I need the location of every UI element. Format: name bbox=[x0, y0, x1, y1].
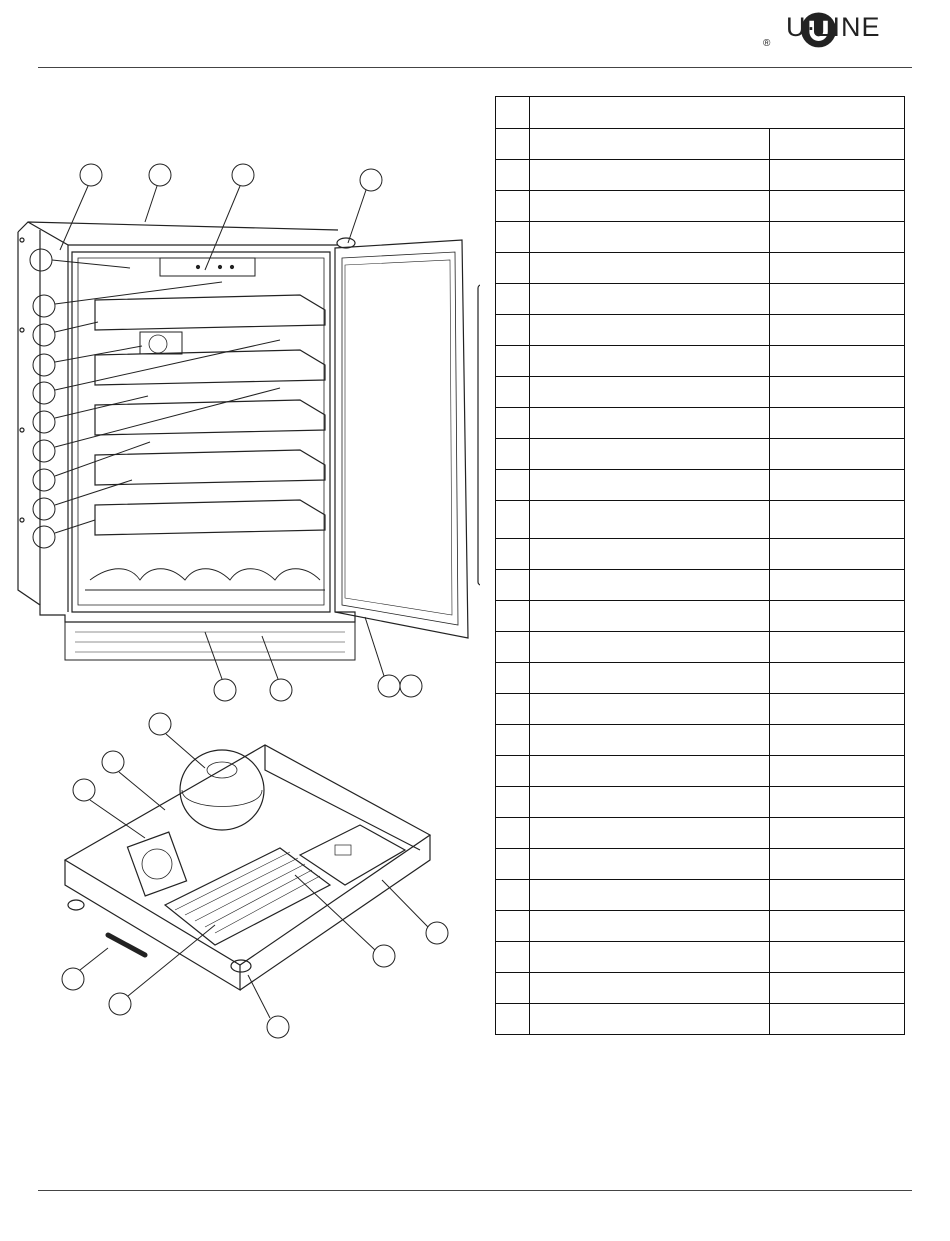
part-number-cell bbox=[770, 818, 905, 849]
table-row bbox=[496, 470, 905, 501]
part-number-cell bbox=[770, 632, 905, 663]
part-number-cell bbox=[770, 191, 905, 222]
row-number-cell bbox=[496, 315, 530, 346]
callout-circle bbox=[267, 1016, 289, 1038]
callout-circle bbox=[30, 249, 52, 271]
header-cell-number bbox=[496, 97, 530, 129]
callout-circle bbox=[33, 382, 55, 404]
table-row bbox=[496, 973, 905, 1004]
row-number-cell bbox=[496, 663, 530, 694]
row-number-cell bbox=[496, 973, 530, 1004]
callout-circle bbox=[232, 164, 254, 186]
part-number-cell bbox=[770, 880, 905, 911]
part-description-cell bbox=[530, 818, 770, 849]
row-number-cell bbox=[496, 849, 530, 880]
part-number-cell bbox=[770, 315, 905, 346]
table-row bbox=[496, 439, 905, 470]
part-number-cell bbox=[770, 942, 905, 973]
table-row bbox=[496, 408, 905, 439]
part-number-cell bbox=[770, 911, 905, 942]
row-number-cell bbox=[496, 756, 530, 787]
row-number-cell bbox=[496, 787, 530, 818]
table-row bbox=[496, 160, 905, 191]
callout-circle bbox=[73, 779, 95, 801]
part-description-cell bbox=[530, 439, 770, 470]
part-description-cell bbox=[530, 725, 770, 756]
row-number-cell bbox=[496, 346, 530, 377]
row-number-cell bbox=[496, 539, 530, 570]
part-description-cell bbox=[530, 408, 770, 439]
subheader-cell bbox=[530, 129, 770, 160]
callout-circle bbox=[400, 675, 422, 697]
part-description-cell bbox=[530, 942, 770, 973]
table-row bbox=[496, 756, 905, 787]
part-description-cell bbox=[530, 253, 770, 284]
part-description-cell bbox=[530, 222, 770, 253]
part-number-cell bbox=[770, 1004, 905, 1035]
footer-rule bbox=[38, 1190, 912, 1191]
door-drawing bbox=[335, 238, 480, 638]
table-row bbox=[496, 632, 905, 663]
table-row bbox=[496, 601, 905, 632]
part-number-cell bbox=[770, 663, 905, 694]
part-number-cell bbox=[770, 973, 905, 1004]
table-row bbox=[496, 315, 905, 346]
row-number-cell bbox=[496, 284, 530, 315]
row-number-cell bbox=[496, 160, 530, 191]
machine-deck-drawing bbox=[65, 745, 430, 990]
part-number-cell bbox=[770, 222, 905, 253]
part-description-cell bbox=[530, 880, 770, 911]
part-number-cell bbox=[770, 539, 905, 570]
row-number-cell bbox=[496, 470, 530, 501]
table-row bbox=[496, 377, 905, 408]
part-number-cell bbox=[770, 439, 905, 470]
table-row bbox=[496, 222, 905, 253]
part-number-cell bbox=[770, 284, 905, 315]
table-row bbox=[496, 880, 905, 911]
part-number-cell bbox=[770, 346, 905, 377]
part-description-cell bbox=[530, 911, 770, 942]
table-row bbox=[496, 911, 905, 942]
table-row bbox=[496, 284, 905, 315]
part-number-cell bbox=[770, 377, 905, 408]
callout-circle bbox=[426, 922, 448, 944]
callout-circle bbox=[33, 411, 55, 433]
table-header-row bbox=[496, 97, 905, 129]
subheader-cell bbox=[496, 129, 530, 160]
table-row bbox=[496, 694, 905, 725]
callout-circle bbox=[33, 526, 55, 548]
table-row bbox=[496, 849, 905, 880]
cabinet-drawing bbox=[18, 222, 355, 660]
callout-circle bbox=[33, 498, 55, 520]
parts-table bbox=[495, 96, 905, 1035]
callout-circle bbox=[102, 751, 124, 773]
part-description-cell bbox=[530, 346, 770, 377]
callout-circle bbox=[360, 169, 382, 191]
table-row bbox=[496, 346, 905, 377]
part-description-cell bbox=[530, 284, 770, 315]
row-number-cell bbox=[496, 601, 530, 632]
callout-circle bbox=[270, 679, 292, 701]
part-description-cell bbox=[530, 160, 770, 191]
row-number-cell bbox=[496, 439, 530, 470]
part-description-cell bbox=[530, 377, 770, 408]
row-number-cell bbox=[496, 880, 530, 911]
part-number-cell bbox=[770, 601, 905, 632]
brand-wordmark: U·LINE bbox=[786, 12, 881, 42]
table-row bbox=[496, 570, 905, 601]
callout-circle bbox=[33, 469, 55, 491]
exploded-parts-diagram bbox=[0, 0, 480, 1050]
callout-circle bbox=[149, 713, 171, 735]
part-description-cell bbox=[530, 787, 770, 818]
table-row bbox=[496, 1004, 905, 1035]
part-number-cell bbox=[770, 787, 905, 818]
part-description-cell bbox=[530, 601, 770, 632]
callouts-bottom bbox=[62, 713, 448, 1038]
part-description-cell bbox=[530, 632, 770, 663]
table-row bbox=[496, 539, 905, 570]
part-number-cell bbox=[770, 570, 905, 601]
part-description-cell bbox=[530, 570, 770, 601]
part-description-cell bbox=[530, 756, 770, 787]
row-number-cell bbox=[496, 632, 530, 663]
row-number-cell bbox=[496, 725, 530, 756]
callout-circle bbox=[62, 968, 84, 990]
part-description-cell bbox=[530, 849, 770, 880]
part-description-cell bbox=[530, 973, 770, 1004]
table-row bbox=[496, 818, 905, 849]
part-number-cell bbox=[770, 408, 905, 439]
row-number-cell bbox=[496, 377, 530, 408]
part-description-cell bbox=[530, 663, 770, 694]
table-row bbox=[496, 253, 905, 284]
brand-registered-mark: ® bbox=[763, 38, 771, 49]
table-row bbox=[496, 191, 905, 222]
row-number-cell bbox=[496, 501, 530, 539]
part-number-cell bbox=[770, 694, 905, 725]
callout-circle bbox=[33, 354, 55, 376]
callout-circle bbox=[214, 679, 236, 701]
part-description-cell bbox=[530, 1004, 770, 1035]
part-description-cell bbox=[530, 539, 770, 570]
table-subheader-row bbox=[496, 129, 905, 160]
callout-circle bbox=[80, 164, 102, 186]
part-number-cell bbox=[770, 756, 905, 787]
row-number-cell bbox=[496, 408, 530, 439]
row-number-cell bbox=[496, 222, 530, 253]
part-number-cell bbox=[770, 253, 905, 284]
row-number-cell bbox=[496, 570, 530, 601]
part-description-cell bbox=[530, 470, 770, 501]
row-number-cell bbox=[496, 253, 530, 284]
row-number-cell bbox=[496, 942, 530, 973]
table-row bbox=[496, 787, 905, 818]
part-number-cell bbox=[770, 501, 905, 539]
table-row bbox=[496, 942, 905, 973]
part-description-cell bbox=[530, 501, 770, 539]
part-description-cell bbox=[530, 694, 770, 725]
callout-circle bbox=[33, 440, 55, 462]
part-description-cell bbox=[530, 191, 770, 222]
table-row bbox=[496, 725, 905, 756]
table-row bbox=[496, 663, 905, 694]
callout-circle bbox=[33, 324, 55, 346]
row-number-cell bbox=[496, 694, 530, 725]
part-number-cell bbox=[770, 470, 905, 501]
subheader-cell bbox=[770, 129, 905, 160]
part-number-cell bbox=[770, 725, 905, 756]
callout-circle bbox=[109, 993, 131, 1015]
callout-circle bbox=[373, 945, 395, 967]
row-number-cell bbox=[496, 911, 530, 942]
part-number-cell bbox=[770, 849, 905, 880]
row-number-cell bbox=[496, 1004, 530, 1035]
callout-circle bbox=[378, 675, 400, 697]
part-number-cell bbox=[770, 160, 905, 191]
callout-circle bbox=[33, 295, 55, 317]
table-row bbox=[496, 501, 905, 539]
row-number-cell bbox=[496, 191, 530, 222]
row-number-cell bbox=[496, 818, 530, 849]
callout-circle bbox=[149, 164, 171, 186]
header-cell-title bbox=[530, 97, 905, 129]
part-description-cell bbox=[530, 315, 770, 346]
